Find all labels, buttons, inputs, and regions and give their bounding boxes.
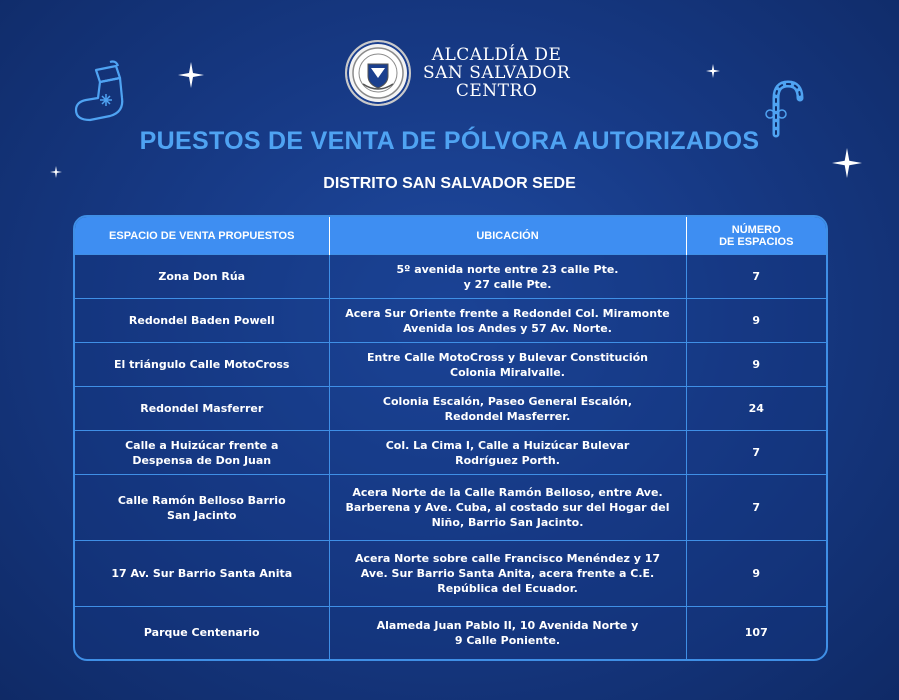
cell-ubicacion [329, 607, 686, 659]
cell-espacio [75, 475, 329, 541]
cell-espacio [75, 387, 329, 431]
cell-espacio [75, 299, 329, 343]
table-row [75, 343, 826, 387]
cell-ubicacion-line: Colonia Escalón, Paseo General Escalón, [382, 394, 633, 408]
cell-ubicacion-line: República del Ecuador. [437, 582, 578, 595]
cell-ubicacion [329, 343, 686, 387]
cell-espacio [75, 255, 329, 299]
table-body [75, 255, 826, 659]
cell-ubicacion-line: Barberena y Ave. Cuba, al costado sur del Hogar del [345, 501, 670, 514]
cell-numero: 9 [686, 299, 826, 343]
column-header-espacio [75, 217, 329, 255]
organization-name-line: CENTRO [455, 81, 538, 101]
header-line: UBICACIÓN [476, 229, 539, 242]
cell-ubicacion [329, 431, 686, 475]
cell-ubicacion [329, 387, 686, 431]
cell-ubicacion-line: 9 Calle Poniente. [454, 633, 561, 647]
cell-espacio-line: Redondel Baden Powell [128, 314, 275, 327]
sparkle-icon [178, 62, 204, 88]
cell-ubicacion-line: Ave. Sur Barrio Santa Anita, acera frente a C.E. [360, 567, 655, 580]
cell-ubicacion-line: y 27 calle Pte. [463, 277, 552, 291]
cell-numero: 9 [686, 343, 826, 387]
table-header-row [75, 217, 826, 255]
cell-ubicacion [329, 255, 686, 299]
cell-ubicacion [329, 541, 686, 607]
column-header-numero [686, 217, 826, 255]
table-row [75, 387, 826, 431]
cell-ubicacion-line: Acera Norte sobre calle Francisco Menéndez y 17 [354, 552, 660, 565]
cell-ubicacion-line: Entre Calle MotoCross y Bulevar Constitución [366, 350, 649, 364]
cell-espacio [75, 607, 329, 659]
cell-espacio-line: Zona Don Rúa [158, 270, 246, 283]
cell-ubicacion-line: Redondel Masferrer. [444, 409, 571, 423]
table-row [75, 607, 826, 659]
organization-name-line: SAN SALVADOR [423, 63, 571, 83]
cell-espacio [75, 343, 329, 387]
cell-espacio-line: Redondel Masferrer [140, 402, 264, 415]
table-row [75, 475, 826, 541]
header-line: NÚMERO [731, 223, 781, 236]
table-row [75, 255, 826, 299]
cell-numero: 9 [686, 541, 826, 607]
cell-espacio-line: Calle a Huizúcar frente a [125, 438, 279, 452]
cell-ubicacion-line: Avenida los Andes y 57 Av. Norte. [403, 321, 612, 335]
cell-espacio [75, 541, 329, 607]
page-subtitle: DISTRITO SAN SALVADOR SEDE [323, 175, 576, 192]
sparkle-icon [706, 64, 720, 78]
cell-espacio-line: San Jacinto [167, 508, 237, 522]
cell-ubicacion-line: Niño, Barrio San Jacinto. [431, 516, 584, 529]
header-line: DE ESPACIOS [719, 235, 794, 248]
cell-ubicacion-line: Alameda Juan Pablo II, 10 Avenida Norte y [376, 618, 639, 632]
cell-ubicacion-line: Colonia Miralvalle. [450, 365, 565, 379]
organization-name-line: ALCALDÍA DE [431, 45, 562, 65]
cell-numero: 24 [686, 387, 826, 431]
cell-ubicacion-line: Acera Norte de la Calle Ramón Belloso, entre Ave. [352, 486, 663, 499]
sales-points-table [73, 215, 828, 661]
cell-numero: 7 [686, 431, 826, 475]
table-row [75, 431, 826, 475]
cell-espacio-line: 17 Av. Sur Barrio Santa Anita [111, 567, 293, 580]
cell-numero: 107 [686, 607, 826, 659]
cell-numero: 7 [686, 475, 826, 541]
cell-ubicacion-line: 5º avenida norte entre 23 calle Pte. [396, 262, 619, 276]
cell-ubicacion-line: Col. La Cima I, Calle a Huizúcar Bulevar [385, 438, 630, 452]
table-row [75, 299, 826, 343]
cell-ubicacion [329, 299, 686, 343]
logo-block [345, 40, 570, 106]
municipal-seal-icon [345, 40, 411, 106]
table-row [75, 541, 826, 607]
organization-name [423, 46, 570, 100]
cell-numero: 7 [686, 255, 826, 299]
cell-espacio-line: Despensa de Don Juan [132, 453, 272, 467]
header-line: ESPACIO DE VENTA PROPUESTOS [109, 229, 295, 242]
cell-ubicacion-line: Rodríguez Porth. [455, 453, 560, 467]
column-header-ubicacion [329, 217, 686, 255]
page-title: PUESTOS DE VENTA DE PÓLVORA AUTORIZADOS [139, 127, 760, 155]
cell-espacio-line: Calle Ramón Belloso Barrio [117, 493, 286, 507]
cell-espacio [75, 431, 329, 475]
cell-ubicacion-line: Acera Sur Oriente frente a Redondel Col. Miramonte [345, 306, 670, 320]
cell-espacio-line: El triángulo Calle MotoCross [114, 358, 290, 371]
cell-ubicacion [329, 475, 686, 541]
christmas-stocking-icon [70, 60, 132, 124]
cell-espacio-line: Parque Centenario [143, 626, 260, 640]
